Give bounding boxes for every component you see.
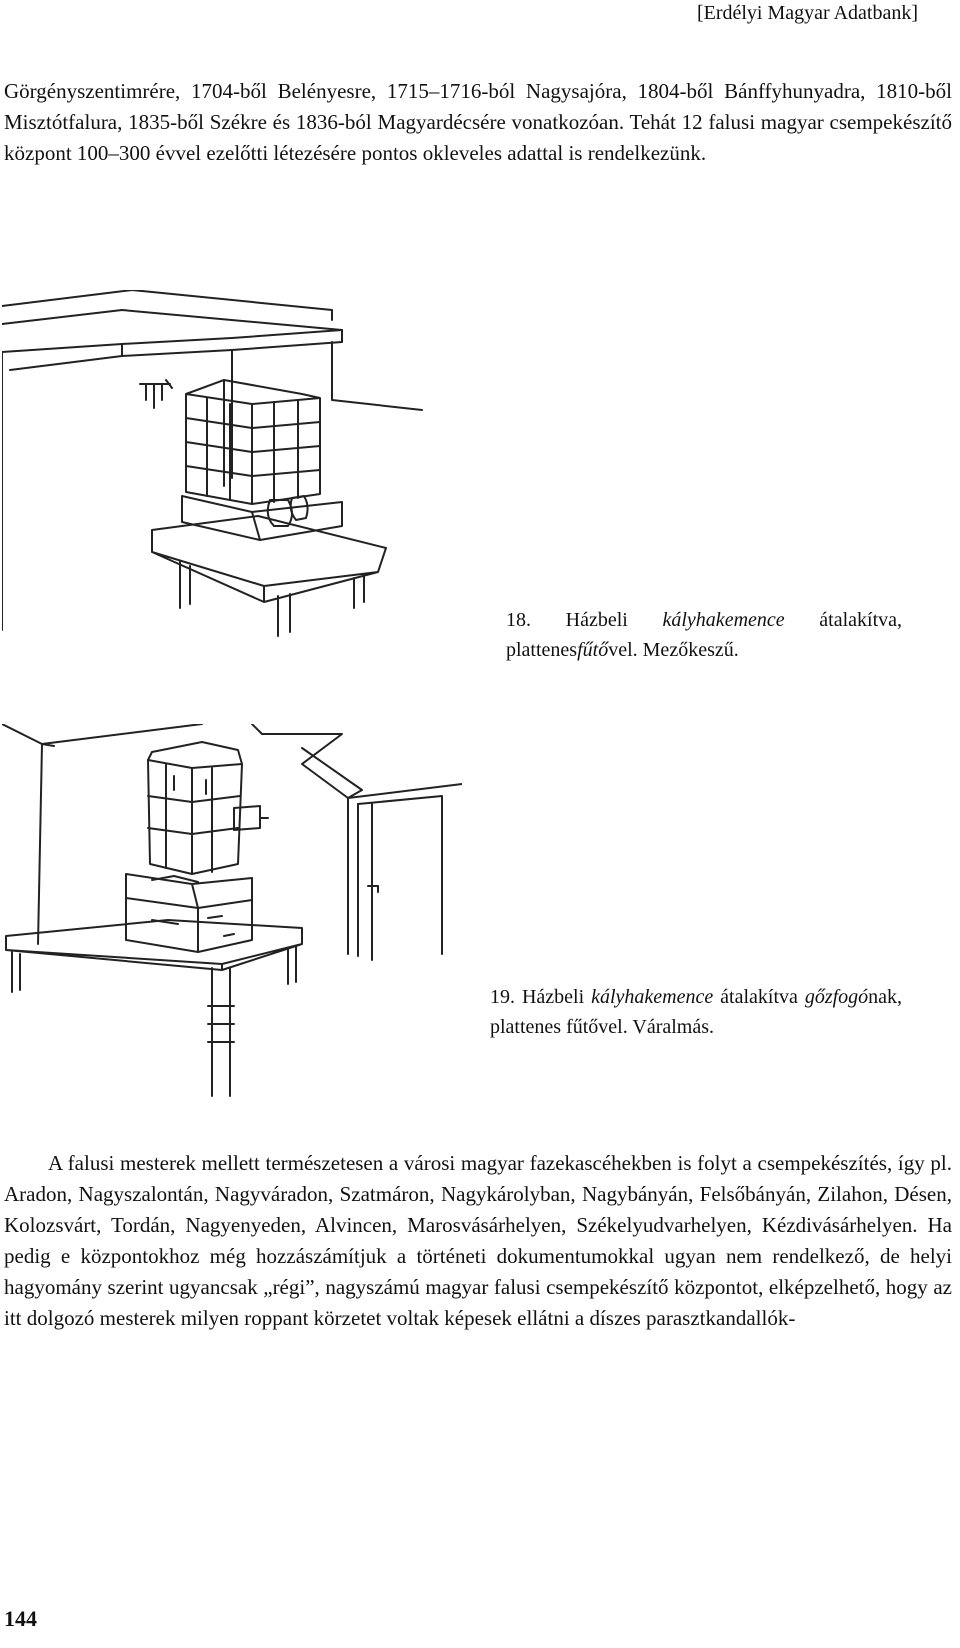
figure-19-illustration <box>2 724 462 1102</box>
figure-18-illustration <box>2 290 432 642</box>
main-paragraph <box>4 1148 952 1334</box>
figure-19-caption-italic-2: gőzfogó <box>804 986 869 1008</box>
figure-19-caption-mid: átalakítva <box>720 986 798 1008</box>
figure-18-caption-mid: átalakítva, plattenes <box>506 609 903 661</box>
page-number: 144 <box>4 1606 37 1631</box>
figure-19-caption-pre: Házbeli <box>521 986 585 1008</box>
figure-18-number: 18. <box>506 609 531 631</box>
figure-18-caption-italic-1: kályhakemence <box>662 609 785 631</box>
figure-19-caption-post: nak, plattenes fűtővel. Váralmás. <box>490 986 903 1038</box>
figure-19-caption-italic-1: kályhakemence <box>591 986 714 1008</box>
figure-18-caption <box>506 605 902 665</box>
page-header: [Erdélyi Magyar Adatbank] <box>696 2 918 24</box>
figure-19-number: 19. <box>490 986 515 1008</box>
figure-19-caption <box>490 982 902 1042</box>
figure-18-caption-pre: Házbeli <box>565 609 628 631</box>
figure-18-caption-post: vel. Mezőkeszű. <box>608 639 739 661</box>
intro-paragraph: Görgényszentimrére, 1704-ből Belényesre, 1715–1716-ból Nagysajóra, 1804-ből Bánffyhunyadra, 1810-ből Misztótfalura, 1835-ből Székre és 1836-ból Magyardécsére vonatkozóan. Tehát 12 falusi magyar csempekészítő központ 100–300 évvel ezelőtti létezésére pontos okleveles adattal is rendelkezünk. <box>4 79 952 165</box>
main-paragraph-text: A falusi mesterek mellett természetesen a városi magyar fazekascéhekben is folyt a csempekészítés, így pl. Aradon, Nagyszalontán, Nagyváradon, Szatmáron, Nagykárolyban, Nagybányán, Felsőbányán, Zilahon, Désen, Kolozsvárt, Tordán, Nagyenyeden, Alvincen, Marosvásárhelyen, Székelyudvarhelyen, Kézdivásárhelyen. Ha pedig e központokhoz még hozzászámítjuk a történeti dokumentumokkal ugyan nem rendelkező, de helyi hagyomány szerint ugyancsak „régi”, nagyszámú magyar falusi csempekészítő központot, elképzelhető, hogy az itt dolgozó mesterek milyen roppant körzetet voltak képesek ellátni a díszes parasztkandallók- <box>4 1151 952 1330</box>
figure-18-caption-italic-2: fűtő <box>577 639 609 661</box>
